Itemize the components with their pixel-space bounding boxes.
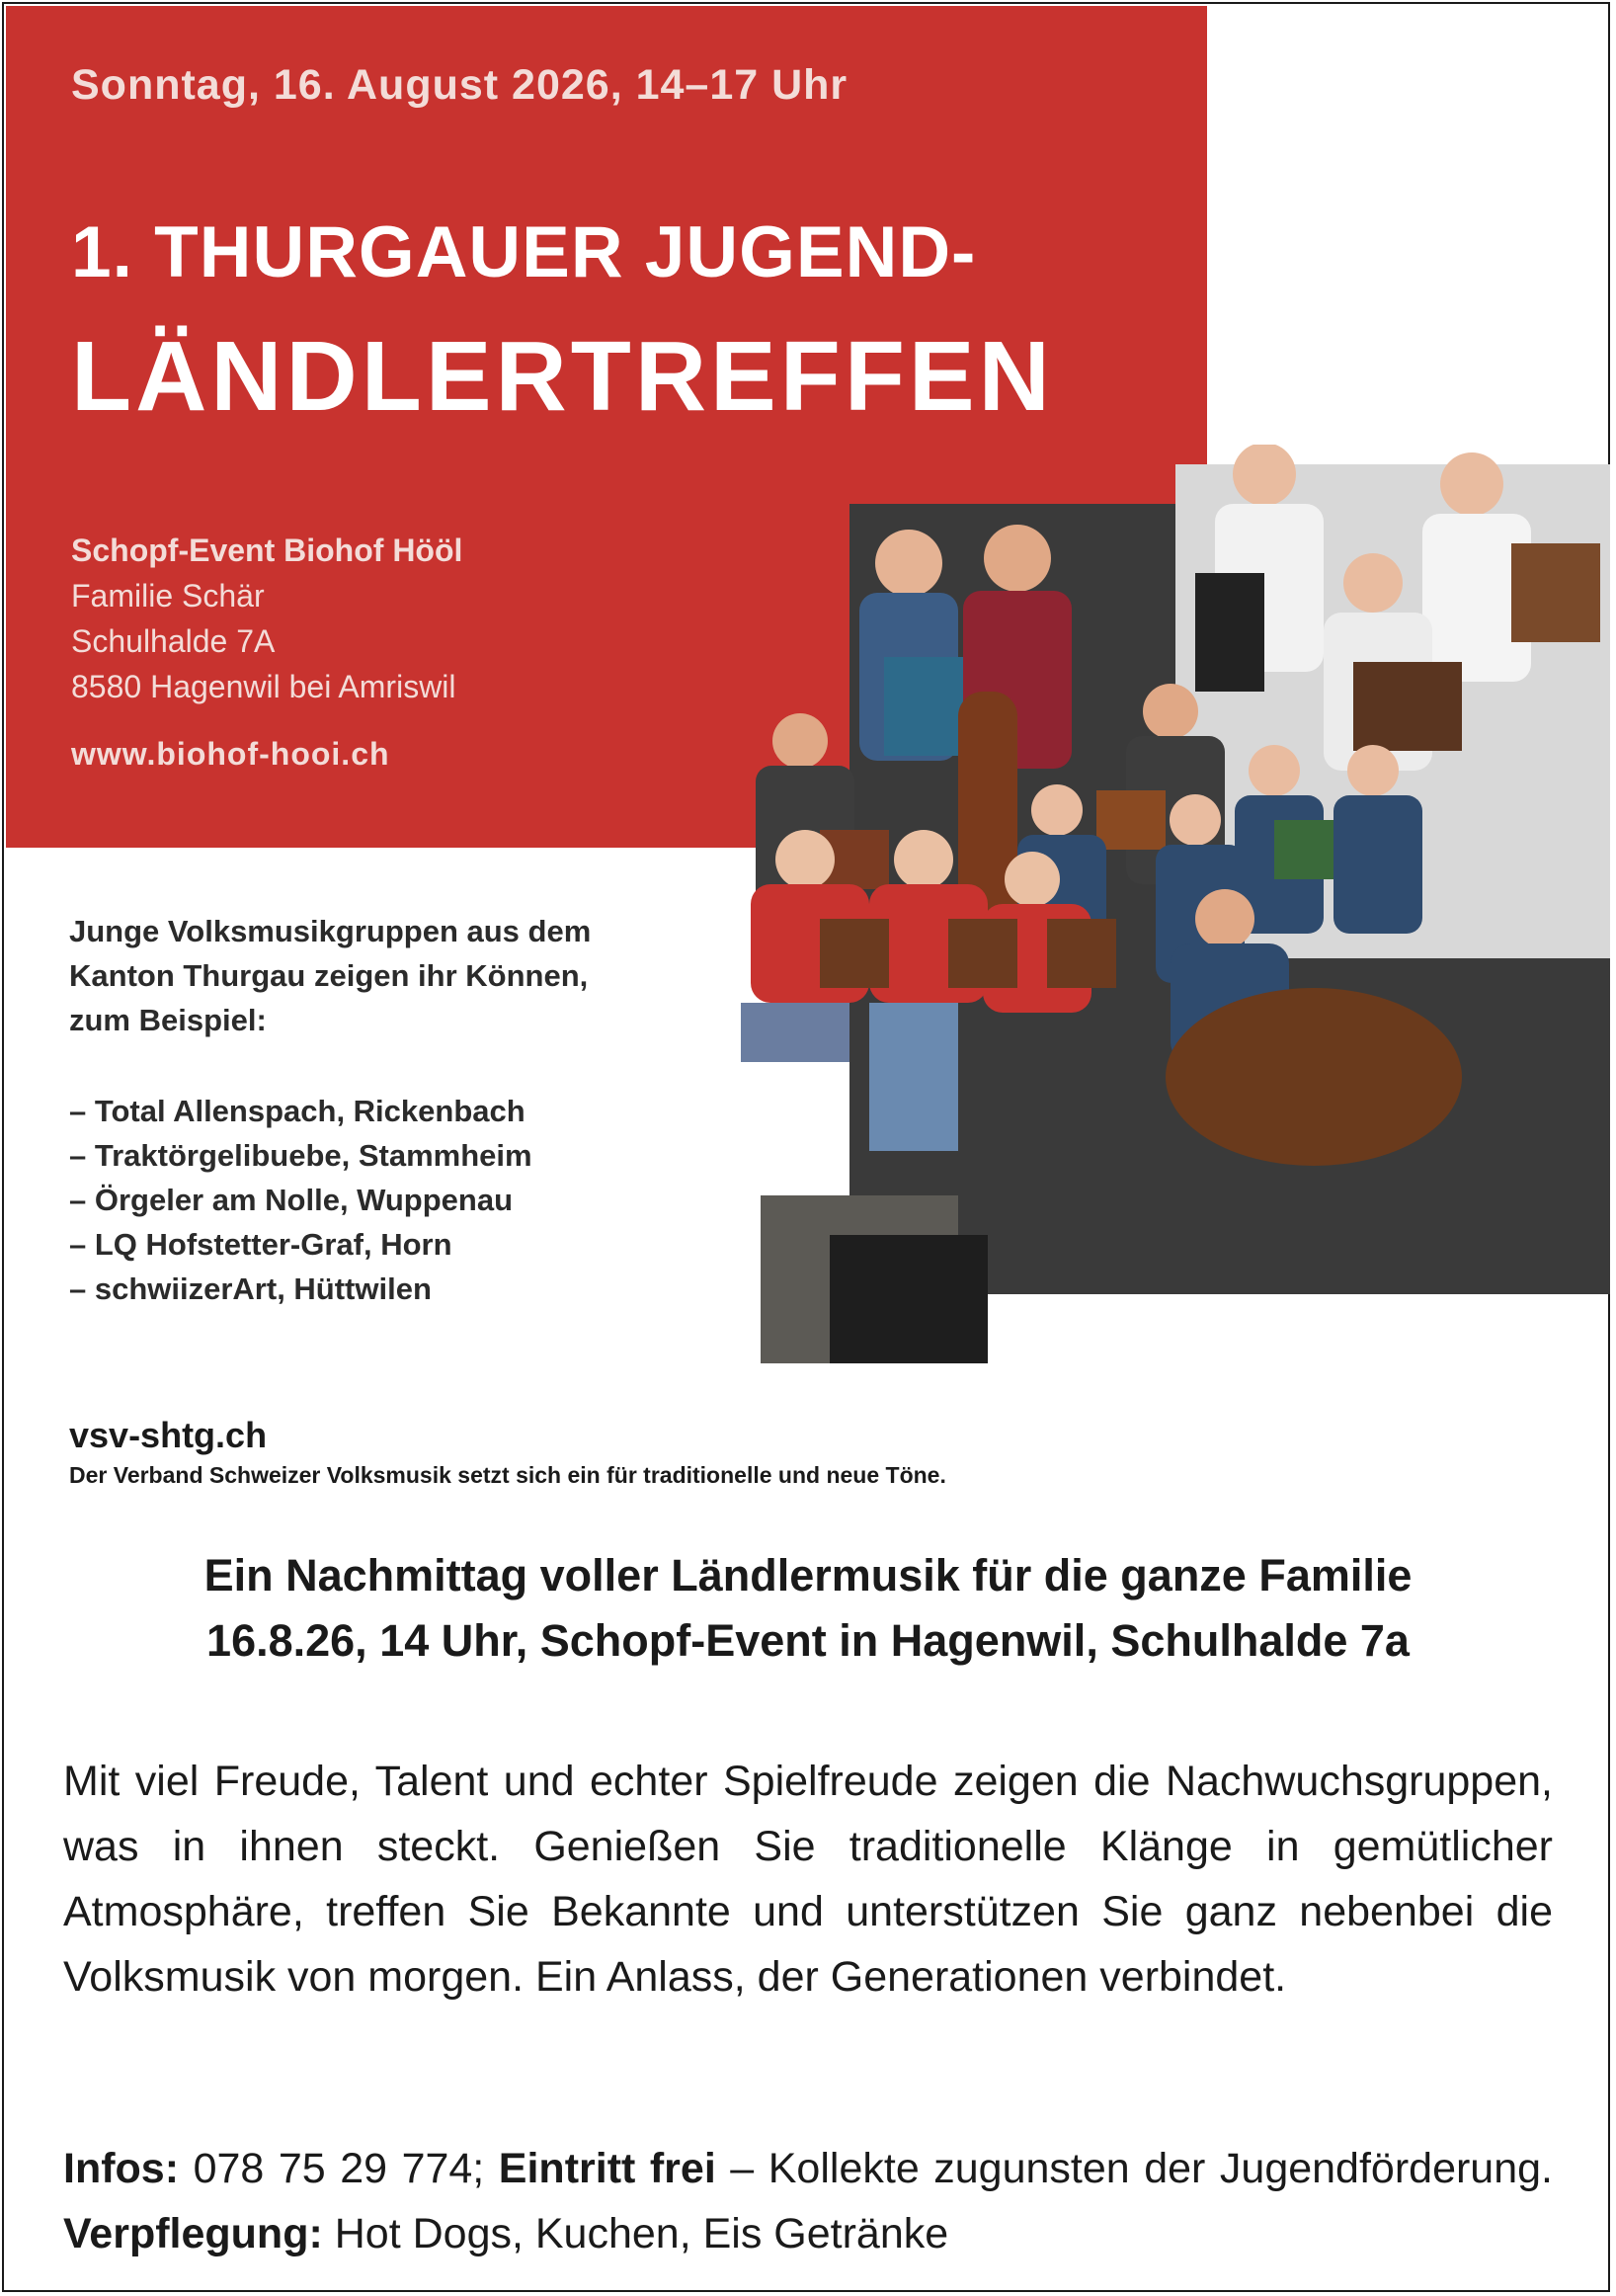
entry-text: – Kollekte zugunsten der Jugendförderung. (715, 2145, 1553, 2192)
association-block (69, 1415, 946, 1489)
info-block (63, 2136, 1553, 2266)
headline-line1: Ein Nachmittag voller Ländlermusik für die ganze Familie (203, 1550, 1413, 1600)
event-title-line1: 1. THURGAUER JUGEND- (71, 212, 977, 292)
intro-line: Junge Volksmusikgruppen aus dem (69, 914, 592, 948)
venue-name: Schopf-Event Biohof Hööl (71, 533, 463, 568)
phone-number: 078 75 29 774; (179, 2145, 499, 2192)
group-list-item: – Traktörgelibuebe, Stammheim (69, 1138, 532, 1173)
venue-city: 8580 Hagenwil bei Amriswil (71, 669, 456, 704)
group-list-item: – schwiizerArt, Hüttwilen (69, 1271, 432, 1306)
infos-label: Infos: (63, 2145, 180, 2192)
venue-address (71, 528, 462, 777)
venue-website: www.biohof-hooi.ch (71, 736, 390, 772)
intro-line: zum Beispiel: (69, 1003, 267, 1037)
event-headline (40, 1543, 1576, 1674)
group-list-item: – Örgeler am Nolle, Wuppenau (69, 1183, 514, 1217)
venue-family: Familie Schär (71, 578, 265, 614)
intro-line: Kanton Thurgau zeigen ihr Können, (69, 958, 589, 993)
group-list (55, 1089, 532, 1311)
venue-street: Schulhalde 7A (71, 623, 276, 659)
food-label: Verpflegung: (63, 2210, 323, 2257)
event-date: Sonntag, 16. August 2026, 14–17 Uhr (71, 61, 848, 109)
musicians-group-photo (662, 445, 1610, 1373)
association-tagline: Der Verband Schweizer Volksmusik setzt sich ein für traditionelle und neue Töne. (69, 1462, 946, 1488)
association-website: vsv-shtg.ch (69, 1415, 268, 1455)
headline-line2: 16.8.26, 14 Uhr, Schopf-Event in Hagenwil, Schulhalde 7a (206, 1615, 1410, 1666)
group-list-item: – Total Allenspach, Rickenbach (69, 1094, 525, 1128)
entry-label: Eintritt frei (498, 2145, 716, 2192)
food-text: Hot Dogs, Kuchen, Eis Getränke (322, 2210, 949, 2257)
intro-text (69, 909, 591, 1042)
event-description: Mit viel Freude, Talent und echter Spielfreude zeigen die Nachwuchsgruppen, was in ihnen steckt. Genießen Sie traditionelle Klänge in gemütlicher Atmosphäre, treffen Sie Bekannte und unterstützen Sie ganz nebenbei die Volksmusik von morgen. Ein Anlass, der Generationen verbindet. (63, 1758, 1553, 2001)
event-title-line2: LÄNDLERTREFFEN (71, 321, 1054, 432)
group-list-item: – LQ Hofstetter-Graf, Horn (69, 1227, 452, 1262)
